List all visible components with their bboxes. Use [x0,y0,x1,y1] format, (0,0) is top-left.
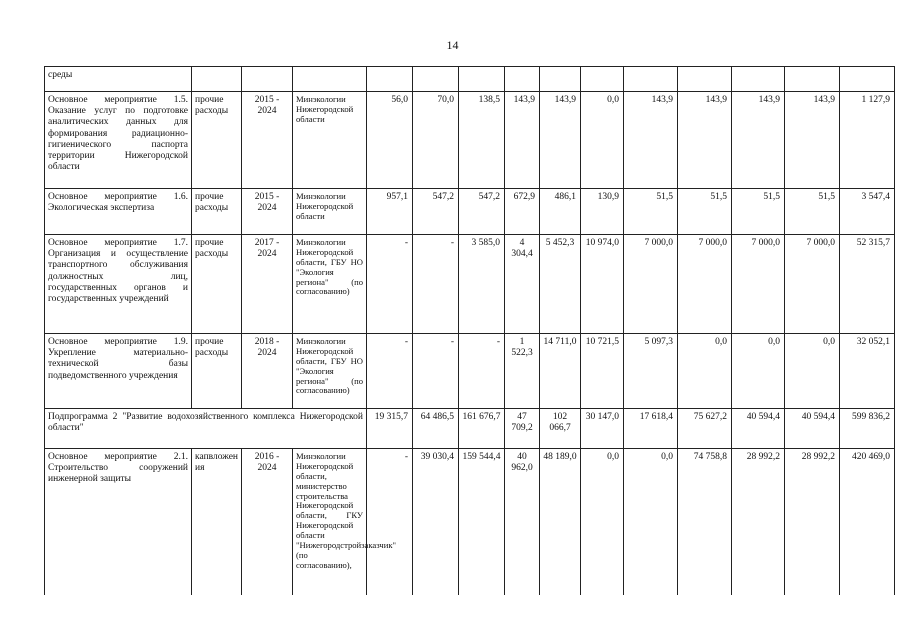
value-cell: 143,9 [678,92,732,189]
value-cell: 7 000,0 [732,235,785,334]
value-cell: 143,9 [540,92,581,189]
expense-type: капвложения [192,449,242,596]
expense-type: прочие расходы [192,235,242,334]
value-cell: 0,0 [678,334,732,409]
value-cell: 40 594,4 [785,409,840,449]
expense-type: прочие расходы [192,334,242,409]
subprogram-name: Подпрограмма 2 "Развитие водохозяйственного комплекса Нижегородской области" [45,409,367,449]
value-cell [624,67,678,92]
value-cell [413,67,459,92]
executor: Минэкологии Нижегородской области, министерство строительства Нижегородской области, ГКУ Нижегородской области "Нижегородстройзаказчик" (по согласованию), [293,449,367,596]
value-cell: 672,9 [505,189,540,235]
value-cell: 39 030,4 [413,449,459,596]
value-cell: 143,9 [505,92,540,189]
value-cell: 28 992,2 [732,449,785,596]
value-cell: 51,5 [624,189,678,235]
executor: Минэкологии Нижегородской области, ГБУ НО "Экология региона" (по согласованию) [293,334,367,409]
program-table [44,66,895,595]
expense-type [192,67,242,92]
value-cell: 161 676,7 [459,409,505,449]
value-cell [840,67,895,92]
measure-name: Основное мероприятие 1.9. Укрепление материально-технической базы подведомственного учреждения [45,334,192,409]
value-cell: - [367,235,413,334]
value-cell: - [459,334,505,409]
value-cell: 17 618,4 [624,409,678,449]
expense-type: прочие расходы [192,92,242,189]
value-cell: 138,5 [459,92,505,189]
years: 2016 - 2024 [242,449,293,596]
total-cell: 420 469,0 [840,449,895,596]
executor: Минэкологии Нижегородской области, ГБУ НО "Экология региона" (по согласованию) [293,235,367,334]
value-cell [581,67,624,92]
value-cell: 143,9 [785,92,840,189]
value-cell [732,67,785,92]
subprogram-row [45,409,895,449]
value-cell: 48 189,0 [540,449,581,596]
measure-name: Основное мероприятие 1.5. Оказание услуг по подготовке аналитических данных для формирования радиационно-гигиенического паспорта территории Нижегородской области [45,92,192,189]
value-cell: 28 992,2 [785,449,840,596]
value-cell: 14 711,0 [540,334,581,409]
years: 2017 - 2024 [242,235,293,334]
value-cell: 957,1 [367,189,413,235]
value-cell: 4 304,4 [505,235,540,334]
value-cell: 143,9 [624,92,678,189]
value-cell: 47 709,2 [505,409,540,449]
years: 2015 - 2024 [242,92,293,189]
years: 2018 - 2024 [242,334,293,409]
value-cell: 30 147,0 [581,409,624,449]
value-cell: 74 758,8 [678,449,732,596]
value-cell: - [413,334,459,409]
value-cell [540,67,581,92]
value-cell: 7 000,0 [678,235,732,334]
value-cell: 56,0 [367,92,413,189]
value-cell: 51,5 [678,189,732,235]
value-cell: 10 721,5 [581,334,624,409]
table-row [45,449,895,596]
value-cell: 5 452,3 [540,235,581,334]
measure-name: Основное мероприятие 2.1. Строительство сооружений инженерной защиты [45,449,192,596]
value-cell [367,67,413,92]
table-row [45,189,895,235]
value-cell: 0,0 [624,449,678,596]
value-cell: 51,5 [785,189,840,235]
table-row [45,334,895,409]
total-cell: 52 315,7 [840,235,895,334]
measure-name: Основное мероприятие 1.7. Организация и осуществление транспортного обслуживания должностных лиц, государственных органов и государственных учреждений [45,235,192,334]
measure-name: Основное мероприятие 1.6. Экологическая экспертиза [45,189,192,235]
value-cell: 547,2 [413,189,459,235]
value-cell [678,67,732,92]
value-cell: 0,0 [581,92,624,189]
executor: Минэкологии Нижегородской области [293,189,367,235]
total-cell: 1 127,9 [840,92,895,189]
years: 2015 - 2024 [242,189,293,235]
value-cell: 159 544,4 [459,449,505,596]
value-cell: 102 066,7 [540,409,581,449]
value-cell: 130,9 [581,189,624,235]
value-cell: 547,2 [459,189,505,235]
value-cell: 64 486,5 [413,409,459,449]
years [242,67,293,92]
table-row [45,92,895,189]
total-cell: 3 547,4 [840,189,895,235]
expense-type: прочие расходы [192,189,242,235]
value-cell: 19 315,7 [367,409,413,449]
total-cell: 599 836,2 [840,409,895,449]
value-cell [459,67,505,92]
value-cell: 7 000,0 [624,235,678,334]
table-row [45,67,895,92]
value-cell: 75 627,2 [678,409,732,449]
value-cell: 7 000,0 [785,235,840,334]
value-cell: 0,0 [732,334,785,409]
value-cell: 486,1 [540,189,581,235]
executor [293,67,367,92]
value-cell: 3 585,0 [459,235,505,334]
value-cell: 40 962,0 [505,449,540,596]
table-row [45,235,895,334]
value-cell: 5 097,3 [624,334,678,409]
value-cell [785,67,840,92]
executor: Минэкологии Нижегородской области [293,92,367,189]
value-cell [505,67,540,92]
value-cell: - [367,334,413,409]
measure-name: среды [45,67,192,92]
total-cell: 32 052,1 [840,334,895,409]
value-cell: 51,5 [732,189,785,235]
value-cell: 70,0 [413,92,459,189]
value-cell: 40 594,4 [732,409,785,449]
value-cell: 0,0 [785,334,840,409]
value-cell: 0,0 [581,449,624,596]
page-number: 14 [446,38,459,52]
value-cell: - [413,235,459,334]
value-cell: 143,9 [732,92,785,189]
value-cell: 1 522,3 [505,334,540,409]
value-cell: - [367,449,413,596]
value-cell: 10 974,0 [581,235,624,334]
